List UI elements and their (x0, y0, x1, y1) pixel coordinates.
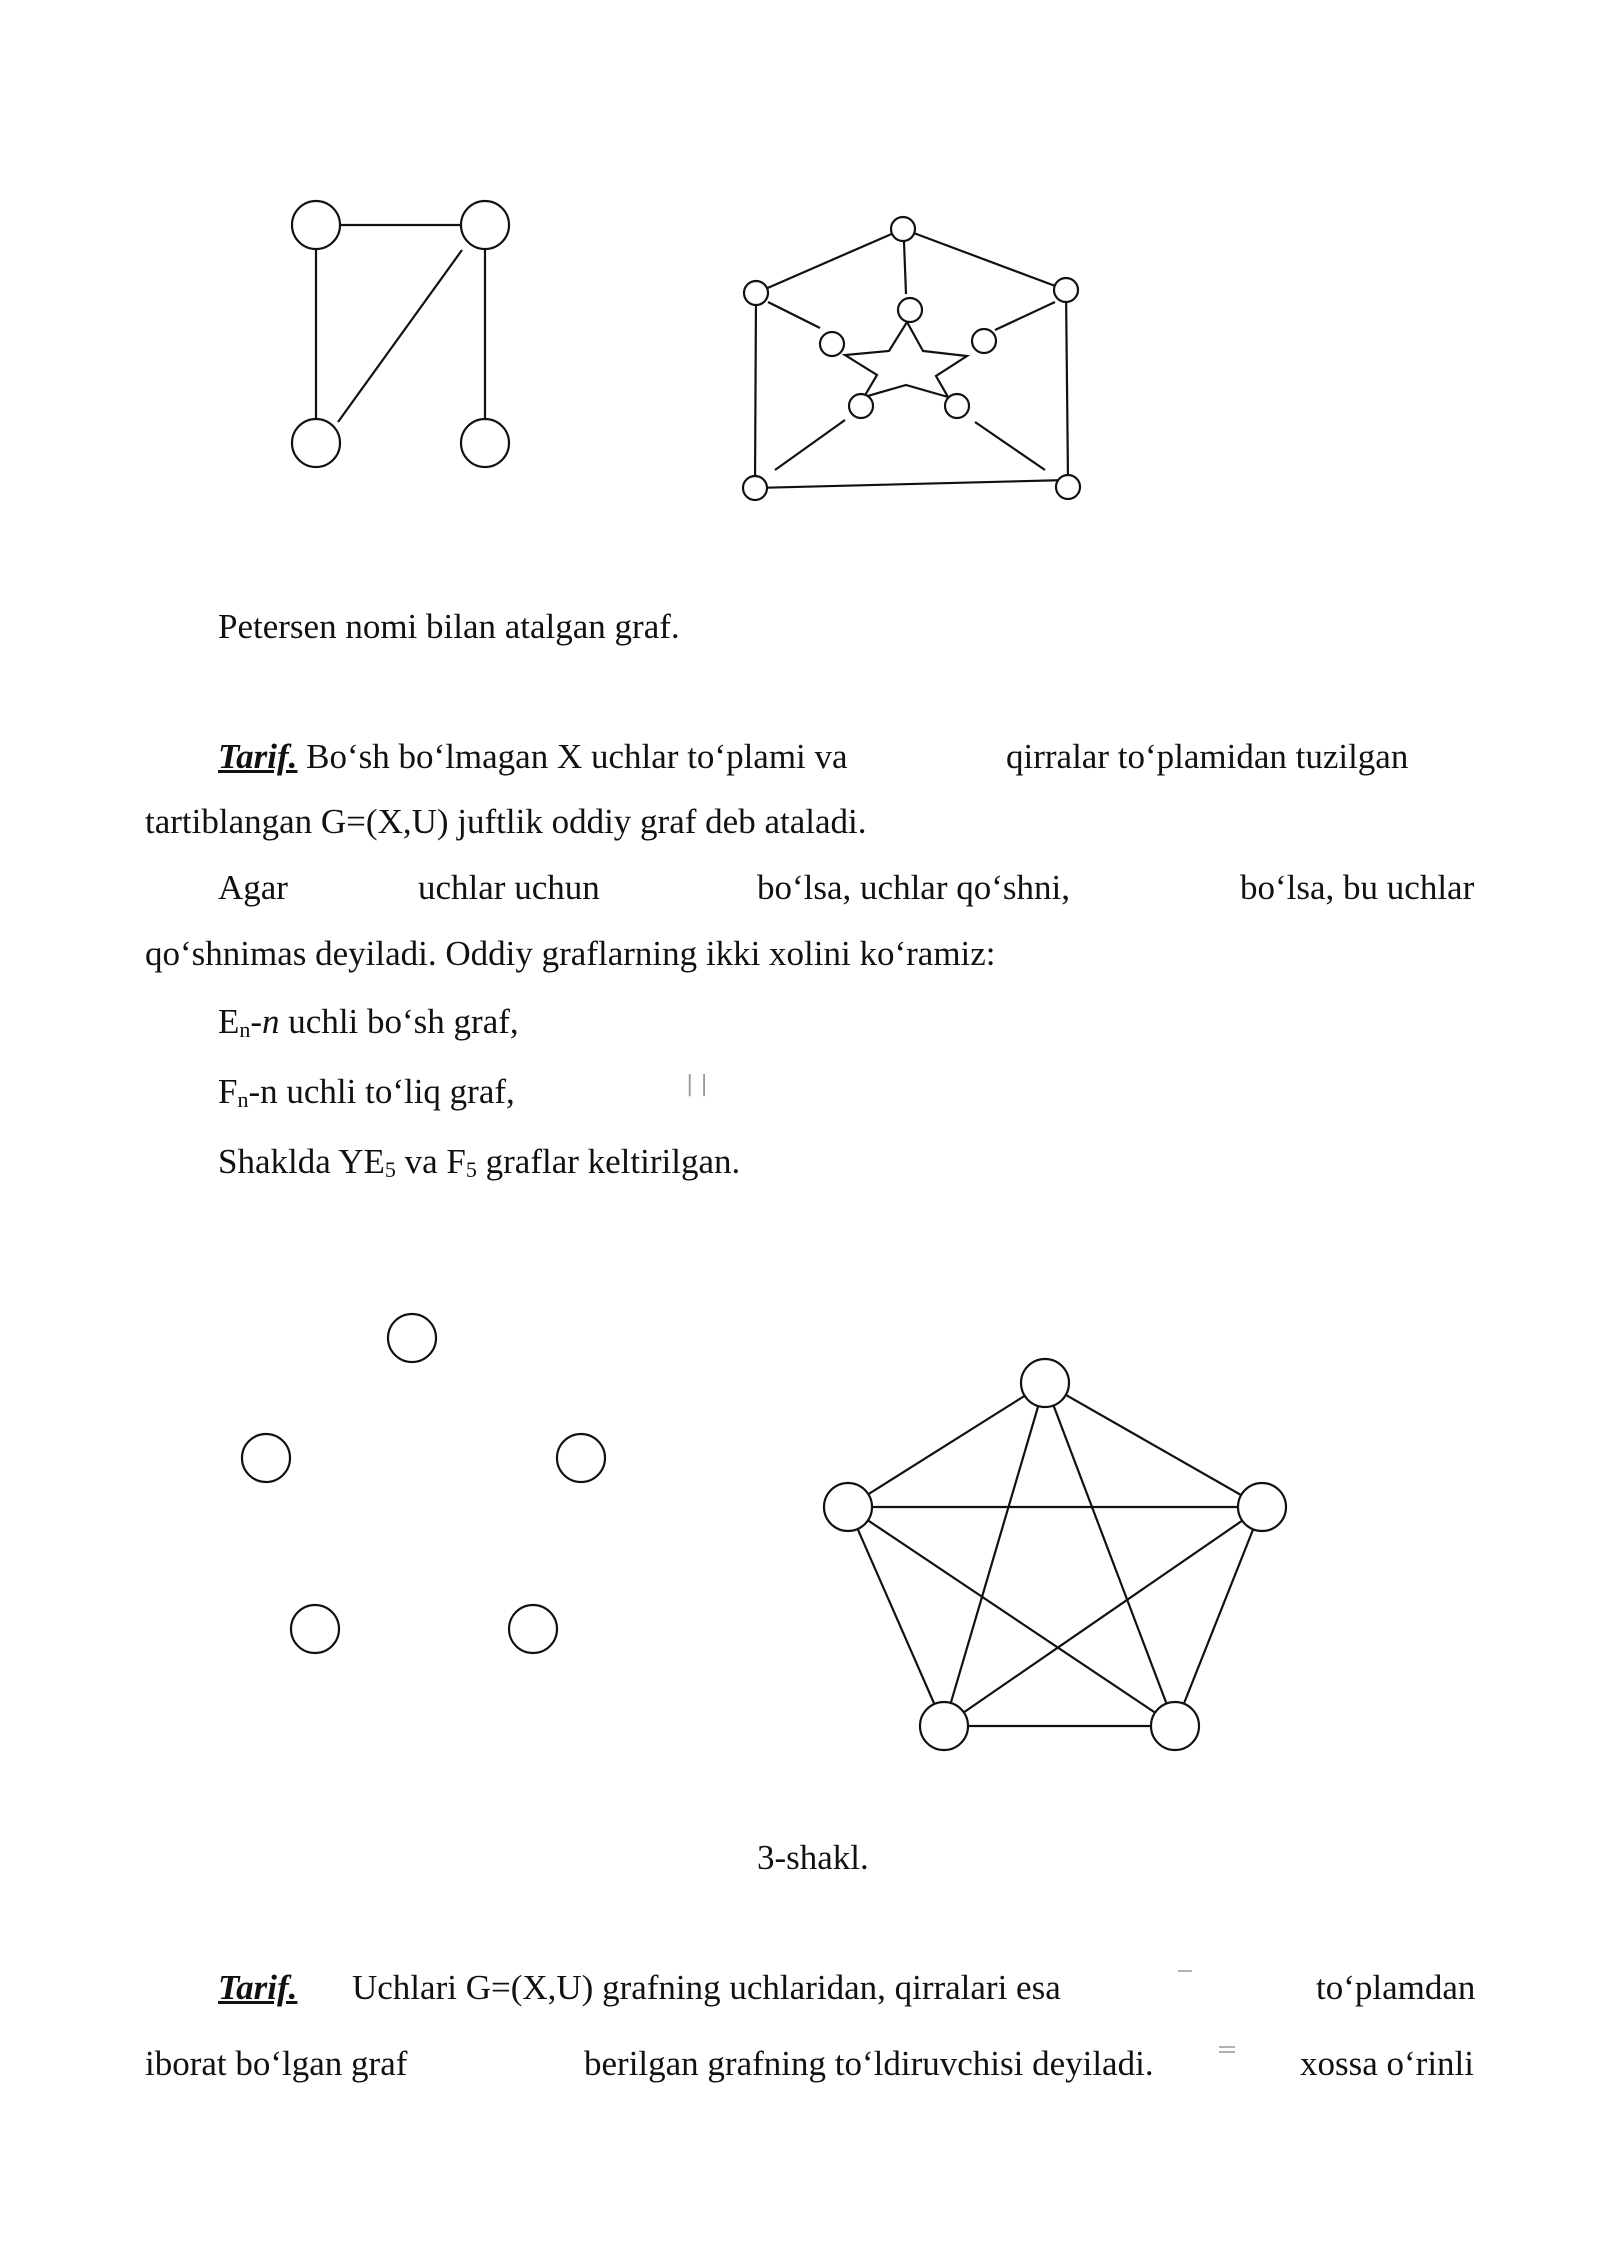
figure3-caption: 3-shakl. (757, 1838, 869, 1877)
f5-edge (1045, 1383, 1175, 1726)
e5-vertex (388, 1314, 436, 1362)
definition1-line2: tartiblangan G=(X,U) juftlik oddiy graf deb ataladi. (145, 802, 867, 841)
e5-vertex (291, 1605, 339, 1653)
graph1-vertex (461, 201, 509, 249)
list-empty-graph: $E_n-n$ uchli bo‘sh graf, (218, 1002, 519, 1042)
definition1-text-a: Bo‘sh bo‘lmagan X uchlar to‘plami va (297, 737, 848, 776)
para2-word-qoshni: bo‘lsa, uchlar qo‘shni, (757, 868, 1070, 907)
para2-word-uchlar: uchlar uchun (418, 868, 600, 907)
definition-lead: Tarif. (218, 737, 298, 776)
petersen-vertex (820, 332, 844, 356)
graph1-vertex (461, 419, 509, 467)
definition2-line2-b: berilgan grafning to‘ldiruvchisi deyiladi. (584, 2044, 1154, 2083)
f5-edge (1045, 1383, 1262, 1507)
definition2-line2-c: xossa o‘rinli (1300, 2044, 1475, 2083)
petersen-inner-star (845, 322, 967, 397)
petersen-vertex (1056, 475, 1080, 499)
stray-mark: | | (686, 1072, 708, 1097)
para2-line2: qo‘shnimas deyiladi. Oddiy graflarning ikki xolini ko‘ramiz: (145, 934, 996, 973)
graph-four-vertices (292, 201, 509, 467)
definition1-line1 (218, 737, 848, 777)
e5-vertex (557, 1434, 605, 1482)
f5-edge (944, 1383, 1045, 1726)
graph1-vertex (292, 419, 340, 467)
petersen-spoke (995, 302, 1055, 330)
f5-vertex (1021, 1359, 1069, 1407)
petersen-vertex (743, 476, 767, 500)
definition2-line2-a: iborat bo‘lgan graf (145, 2044, 408, 2083)
f5-vertex (1238, 1483, 1286, 1531)
e5-vertex (242, 1434, 290, 1482)
empty-graph-e5 (242, 1314, 605, 1653)
graph1-edge (338, 250, 462, 422)
f5-edge (848, 1383, 1045, 1507)
para2-word-bulsa: bo‘lsa, bu uchlar (1240, 868, 1475, 907)
complete-graph-f5 (824, 1359, 1286, 1750)
petersen-vertex (891, 217, 915, 241)
petersen-vertex (1054, 278, 1078, 302)
e5-vertex (509, 1605, 557, 1653)
petersen-graph (743, 217, 1080, 500)
definition2-text-b: to‘plamdan (1316, 1968, 1476, 2007)
petersen-vertex (972, 329, 996, 353)
list-figure-reference: Shaklda $YE_5$ va $F_5$ graflar keltirilgan. (218, 1142, 741, 1182)
figure1-caption: Petersen nomi bilan atalgan graf. (218, 607, 680, 646)
petersen-spoke (768, 302, 820, 328)
definition2-lead: Tarif. (218, 1968, 298, 2007)
definition2-text-a: Uchlari G=(X,U) grafning uchlaridan, qirralari esa (352, 1968, 1061, 2007)
graph1-vertex (292, 201, 340, 249)
f5-edge (1175, 1507, 1262, 1726)
definition1-text-b: qirralar to‘plamidan tuzilgan (1006, 737, 1409, 776)
petersen-spoke (975, 422, 1045, 470)
f5-edge (944, 1507, 1262, 1726)
petersen-vertex (898, 298, 922, 322)
f5-vertex (824, 1483, 872, 1531)
petersen-spoke (775, 420, 845, 470)
petersen-vertex (849, 394, 873, 418)
petersen-vertex (744, 281, 768, 305)
f5-vertex (920, 1702, 968, 1750)
para2-word-agar: Agar (218, 868, 288, 907)
f5-vertex (1151, 1702, 1199, 1750)
petersen-spoke (904, 242, 906, 294)
petersen-outer-edges (755, 229, 1068, 488)
petersen-vertex (945, 394, 969, 418)
list-complete-graph: $F_n-n$ uchli to‘liq graf, (218, 1072, 515, 1112)
